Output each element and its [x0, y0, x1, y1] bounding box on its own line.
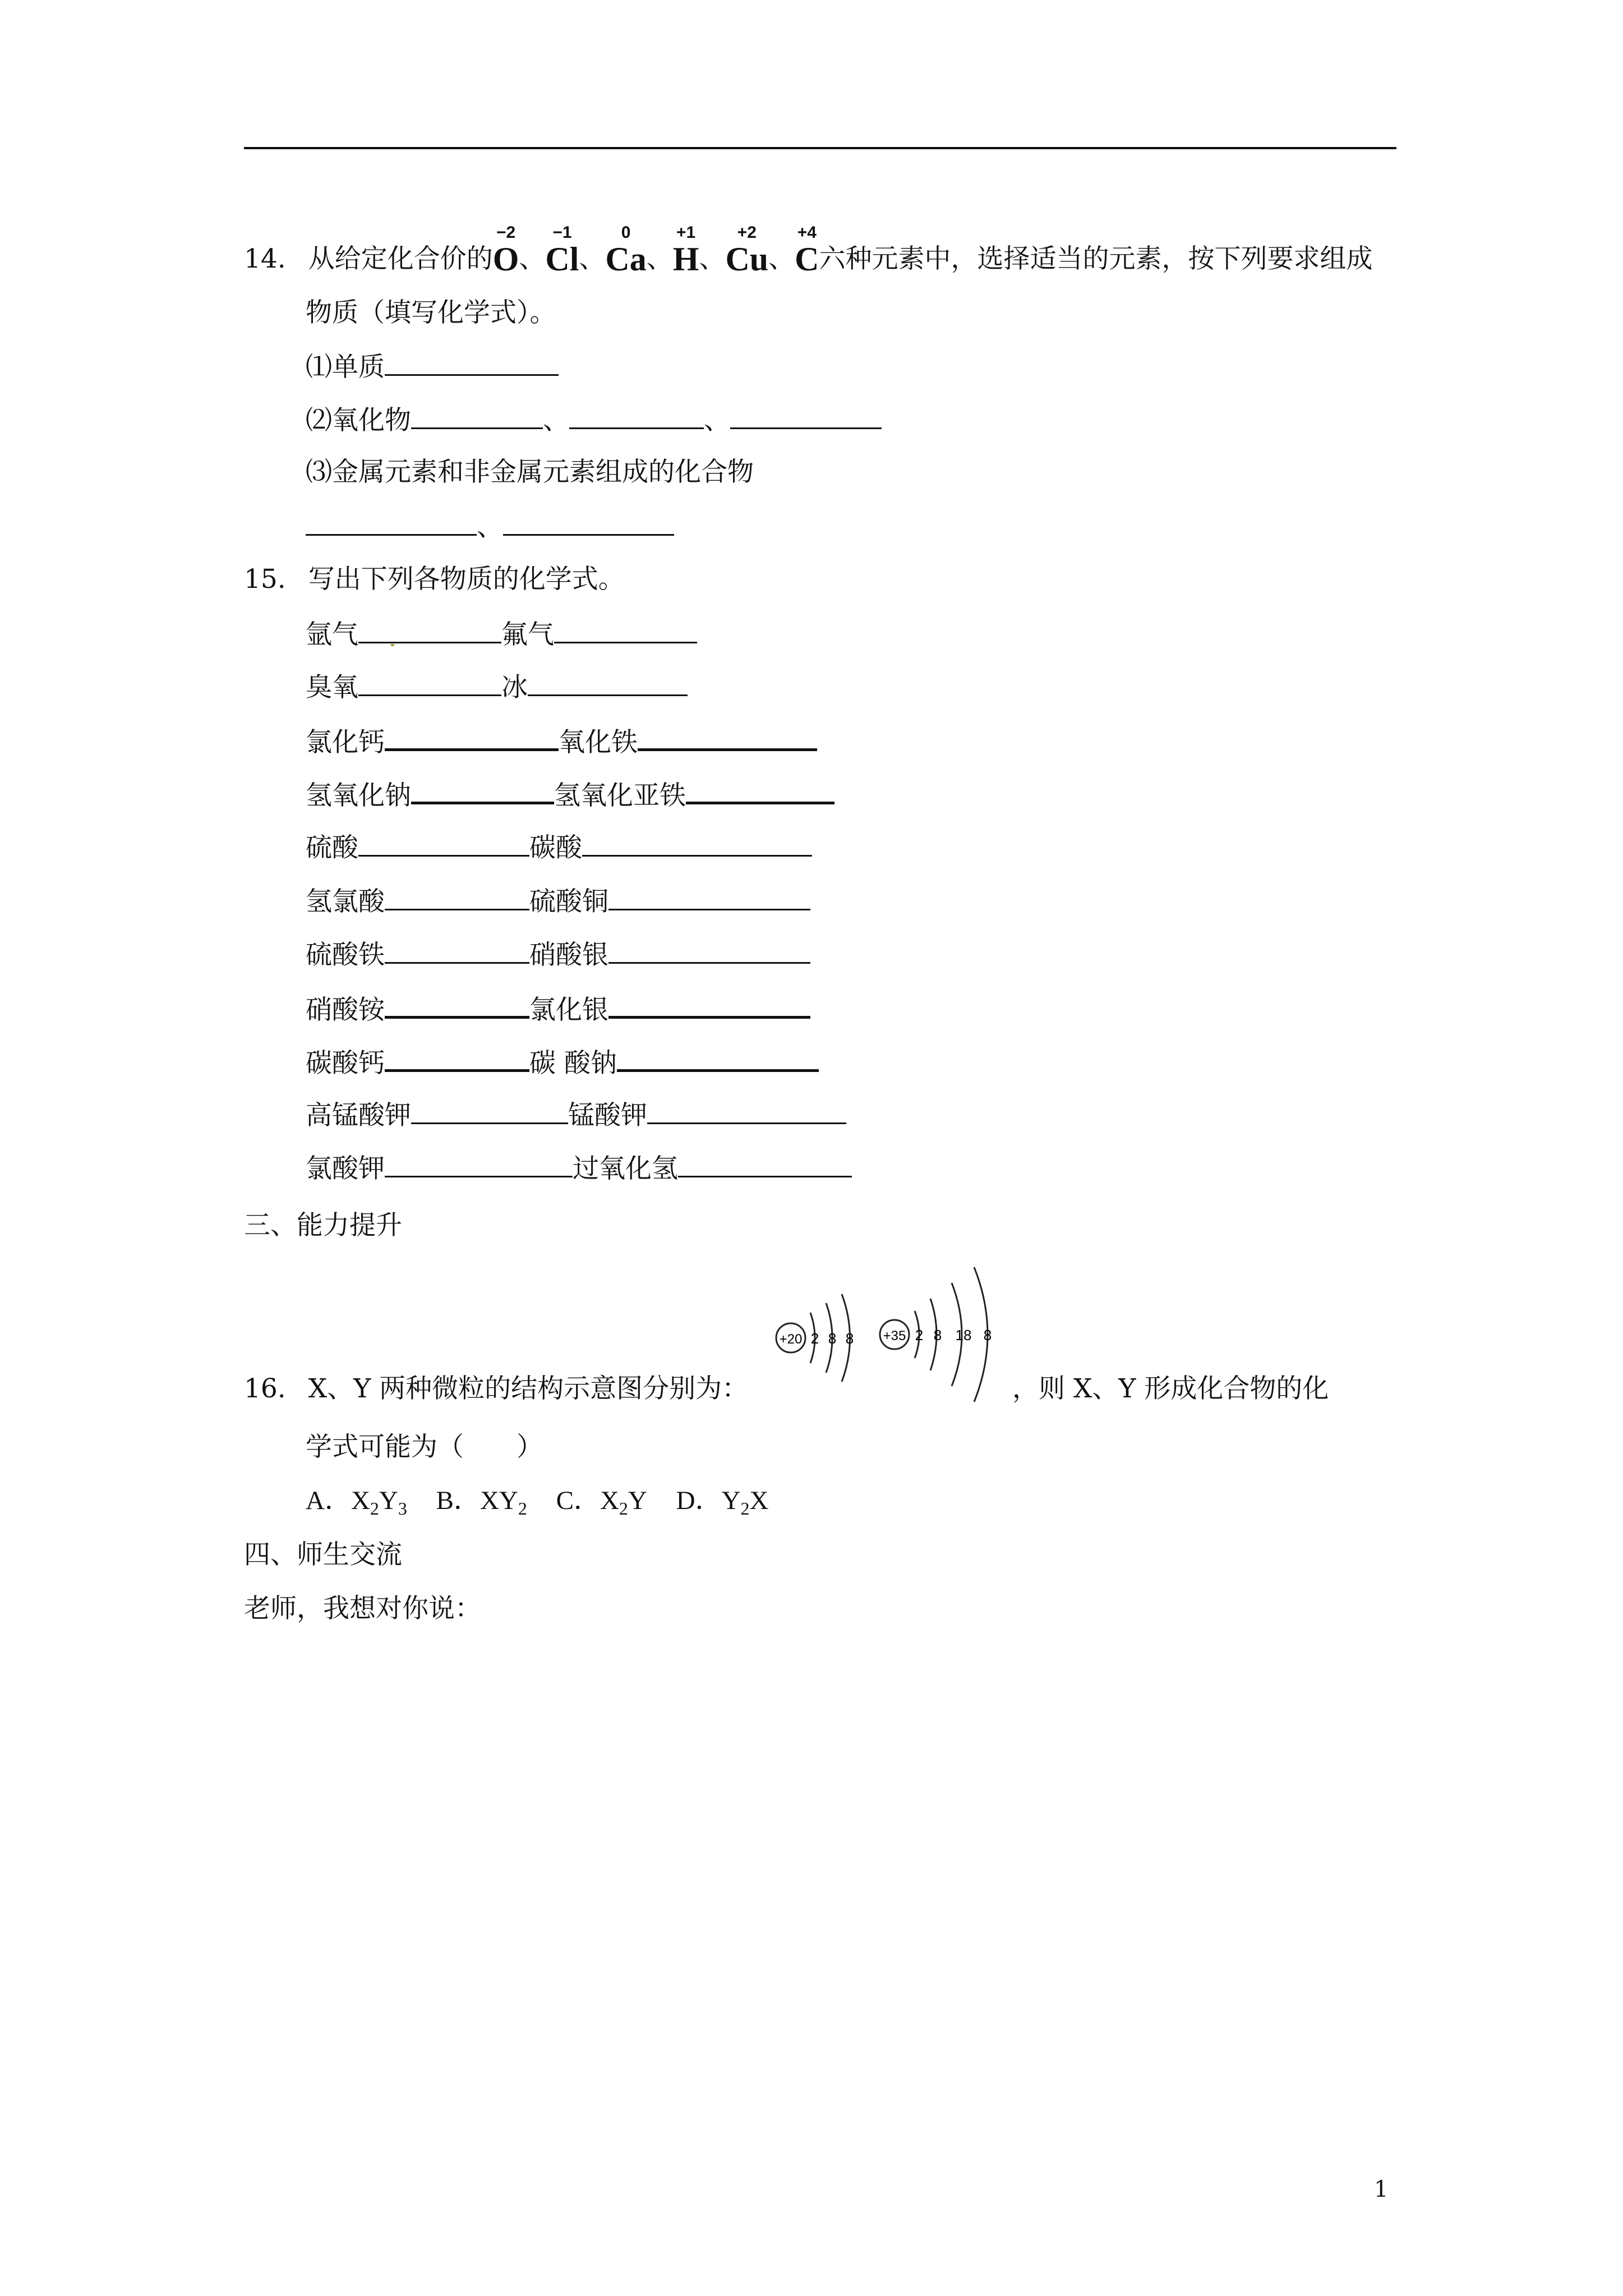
q16-options	[306, 1484, 768, 1525]
answer-blank[interactable]	[385, 724, 559, 751]
q14-part2: ⑵氧化物 、 、	[306, 403, 882, 438]
q16-line2: 学式可能为（ ）	[306, 1432, 543, 1462]
q15-row	[306, 1045, 819, 1080]
electron-count: 2	[915, 1327, 924, 1343]
substance-label: 冰	[501, 672, 528, 703]
answer-blank[interactable]	[528, 670, 688, 696]
answer-blank[interactable]	[411, 777, 554, 804]
answer-blank[interactable]	[385, 937, 529, 964]
substance-label: 硫酸铁	[306, 940, 385, 970]
q14-line2: 物质（填写化学式）。	[306, 297, 556, 328]
substance-label: 高锰酸钾	[306, 1100, 411, 1131]
q14-number: 14.	[244, 243, 286, 274]
q14-part3-answers: 、	[306, 509, 674, 544]
answer-blank[interactable]	[569, 403, 704, 429]
q16-number: 16.	[244, 1373, 286, 1404]
q15-number: 15.	[244, 564, 286, 595]
electron-count: 8	[933, 1327, 942, 1343]
nucleus-x-charge: +20	[779, 1332, 803, 1347]
answer-blank[interactable]	[730, 403, 882, 429]
q14-prefix: 从给定化合价的	[308, 243, 493, 274]
section4-title: 四、师生交流	[244, 1539, 402, 1570]
substance-label: 锰酸钾	[568, 1100, 647, 1131]
answer-blank[interactable]	[638, 724, 817, 751]
substance-label: 硝酸铵	[306, 995, 385, 1025]
page-number: 1	[1374, 2177, 1389, 2202]
answer-blank[interactable]	[608, 884, 810, 910]
answer-blank[interactable]	[554, 617, 697, 643]
substance-label: 硫酸	[306, 832, 358, 863]
electron-count: 8	[845, 1330, 854, 1347]
answer-blank[interactable]	[358, 830, 529, 857]
q15-row	[306, 937, 810, 972]
q15-row	[306, 1098, 846, 1133]
answer-blank[interactable]	[358, 617, 501, 643]
q15-title: 写出下列各物质的化学式。	[308, 564, 625, 595]
answer-blank[interactable]	[385, 349, 559, 376]
valence-formula: −2 O 、 −1 Cl 、 0 Ca 、 +1 H 、 +2 Cu 、 +4 C	[492, 223, 819, 278]
q15-row	[306, 777, 834, 813]
header-rule	[244, 147, 1396, 149]
answer-blank[interactable]	[385, 884, 529, 910]
electron-count: 8	[983, 1327, 992, 1343]
atomic-structure-diagram	[771, 1259, 1012, 1411]
option-d[interactable]: D．$Y_2X$	[676, 1486, 769, 1519]
q15-row	[306, 830, 812, 865]
answer-blank[interactable]	[306, 509, 477, 536]
substance-label: 氯酸钾	[306, 1153, 385, 1184]
option-b[interactable]: B．$XY_2$	[436, 1486, 527, 1519]
substance-label: 氢氧化亚铁	[554, 780, 686, 811]
section3-title: 三、能力提升	[244, 1210, 402, 1241]
particle-y-diagram	[880, 1267, 992, 1402]
element-cu: +2 Cu	[725, 223, 769, 278]
substance-label: 氢氯酸	[306, 886, 385, 917]
q14-part3: ⑶金属元素和非金属元素组成的化合物	[306, 457, 754, 487]
q15-row	[306, 670, 688, 705]
q16-text-before: X、Y 两种微粒的结构示意图分别为：	[308, 1373, 749, 1404]
answer-blank[interactable]	[678, 1151, 852, 1177]
q15-row	[306, 724, 817, 760]
q15-row	[306, 1151, 852, 1186]
answer-blank[interactable]	[647, 1098, 846, 1124]
answer-blank[interactable]	[385, 1151, 573, 1177]
substance-label: 过氧化氢	[573, 1153, 678, 1184]
q14-suffix: 六种元素中，选择适当的元素，按下列要求组成	[819, 243, 1373, 274]
answer-blank[interactable]	[608, 991, 810, 1019]
answer-blank[interactable]	[358, 670, 501, 696]
answer-blank[interactable]	[582, 830, 812, 857]
substance-label: 碳酸	[529, 832, 582, 863]
electron-count: 18	[955, 1327, 972, 1343]
substance-label: 氟气	[501, 619, 554, 650]
substance-label: 氯化钙	[306, 727, 385, 758]
q15-row	[306, 884, 810, 919]
option-a[interactable]: A．$X_2Y_3$	[306, 1486, 407, 1519]
answer-blank[interactable]	[411, 1098, 568, 1124]
substance-label: 氩气	[306, 619, 358, 650]
answer-blank[interactable]	[385, 1045, 529, 1072]
teacher-note: 老师，我想对你说：	[244, 1593, 481, 1624]
substance-label: 氢氧化钠	[306, 780, 411, 811]
answer-blank[interactable]	[686, 777, 834, 804]
q14-part1: ⑴单质	[306, 349, 559, 384]
substance-label: 硝酸银	[529, 940, 608, 970]
element-cl: −1 Cl	[545, 223, 579, 278]
q15-row	[306, 617, 697, 652]
nucleus-y-charge: +35	[883, 1328, 906, 1343]
answer-blank[interactable]	[385, 991, 529, 1019]
substance-label: 碳 酸钠	[529, 1048, 617, 1079]
q15-title-line	[244, 563, 625, 596]
answer-blank[interactable]	[617, 1045, 819, 1072]
substance-label: 硫酸铜	[529, 886, 608, 917]
option-c[interactable]: C．$X_2Y$	[556, 1486, 647, 1519]
q16-line1-left	[244, 1372, 748, 1406]
electron-count: 2	[810, 1330, 819, 1347]
element-h: +1 H	[672, 223, 699, 278]
q15-row	[306, 991, 810, 1027]
element-c: +4 C	[795, 223, 819, 278]
answer-blank[interactable]	[411, 403, 543, 429]
answer-blank[interactable]	[608, 937, 810, 964]
substance-label: 氯化银	[529, 995, 608, 1025]
q16-text-after: ，则 X、Y 形成化合物的化	[1012, 1373, 1329, 1404]
particle-x-diagram	[776, 1294, 854, 1382]
electron-count: 8	[828, 1330, 837, 1347]
q14-line1	[244, 220, 1372, 276]
substance-label: 臭氧	[306, 672, 358, 703]
answer-blank[interactable]	[503, 509, 674, 536]
substance-label: 氧化铁	[559, 727, 638, 758]
substance-label: 碳酸钙	[306, 1048, 385, 1079]
element-o: −2 O	[492, 223, 519, 278]
element-ca: 0 Ca	[605, 223, 647, 278]
